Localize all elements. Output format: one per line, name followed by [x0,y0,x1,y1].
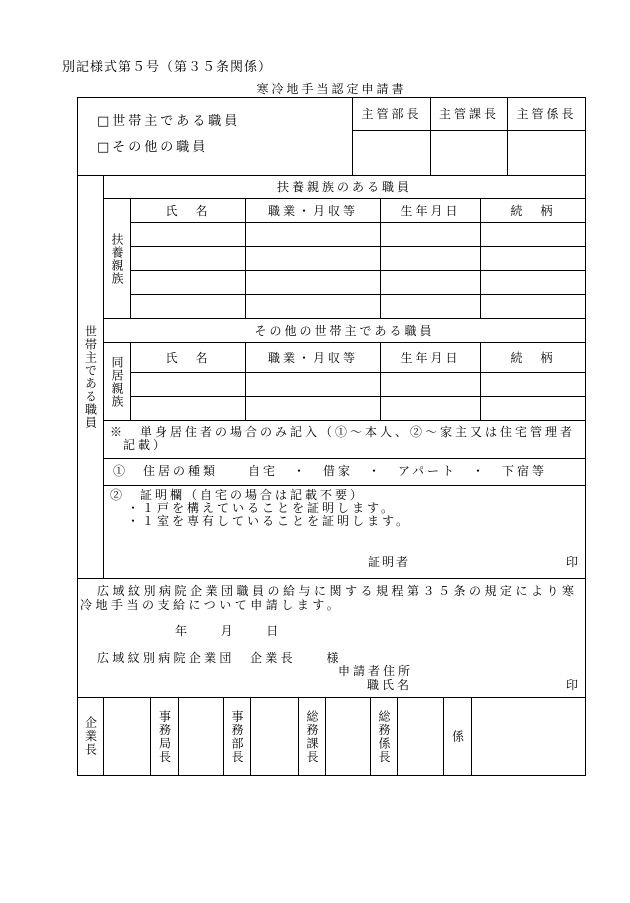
approval-stamp-cell [325,697,371,776]
cohabitant-relation-cell [480,372,586,397]
approval-stamp-cell [507,130,586,176]
approval-label-cell [298,697,326,776]
dependent-relation-cell [480,222,586,247]
form-number: 別記様式第５号（第３５条関係） [62,60,273,75]
dependent-occupation-cell [245,270,381,295]
certification-statement: ・１戸を構えていることを証明します。 [127,501,397,515]
approval-stamp-cell [250,697,299,776]
approval-stamp-cell [430,130,508,176]
column-label: 職業・月収等 [267,203,358,218]
other-head-section-title-cell [103,318,586,343]
cohabitant-birthdate-cell [380,372,481,397]
approval-label: 係 [450,729,465,744]
application-date: 年 月 日 [175,624,282,638]
option-household-head: □世帯主である職員 [97,114,241,129]
cohabitant-relation-cell [480,396,586,421]
dependent-name-cell [130,294,246,319]
applicant-type-cell [77,97,353,176]
cohabitant-name-cell [130,396,246,421]
approval-stamp-cell [397,697,444,776]
dependents-side-cell [103,198,131,319]
household-head-side-label: 世帯主である職員 [83,325,98,429]
single-resident-note: ※ 単身居住者の場合のみ記入（①～本人、②～家主又は住宅管理者記載） [110,425,576,452]
applicant-seal-mark: 印 [566,678,582,692]
approval-label: 総務係長 [377,709,391,764]
approval-stamp-cell [178,697,224,776]
column-label: 続 柄 [510,350,556,365]
form-title: 寒冷地手当認定申請書 [256,82,407,96]
dependent-name-cell [130,222,246,247]
cohabitants-side-label: 同居親族 [110,355,124,408]
column-header-birthdate [380,342,481,373]
column-header-name [130,342,246,373]
approval-label: 主管課長 [438,107,499,121]
column-header-relation [480,198,586,223]
application-statement: 広域紋別病院企業団職員の給与に関する規程第３５条の規定により寒冷地手当の支給について申請します。 [80,584,578,612]
certifier-seal-mark: 印 [566,555,582,569]
application-addressee: 広域紋別病院企業団 企業長 様 [97,651,342,665]
dependent-relation-cell [480,294,586,319]
dependent-relation-cell [480,270,586,295]
column-label: 生年月日 [400,350,461,365]
column-label: 生年月日 [400,203,461,218]
approval-stamp-cell [352,130,431,176]
certification-heading: ② 証明欄（自宅の場合は記載不要） [110,488,366,502]
column-header-occupation [245,198,381,223]
dependents-section-title-cell [103,175,586,199]
approval-label: 企業長 [83,716,98,757]
approval-label-cell [443,697,472,776]
dependent-name-cell [130,270,246,295]
applicant-address-label: 申請者住所 [338,664,414,678]
column-header-name [130,198,246,223]
column-label: 氏 名 [165,203,211,218]
certification-statement: ・１室を専有していることを証明します。 [127,514,412,528]
approval-header-unit-chief [507,97,586,131]
household-head-side-cell [77,175,104,579]
approval-label-cell [150,697,179,776]
cohabitant-name-cell [130,372,246,397]
cohabitants-side-cell [103,342,131,421]
option-other-staff: □その他の職員 [97,140,209,155]
column-label: 職業・月収等 [267,350,358,365]
column-label: 続 柄 [510,203,556,218]
approval-label: 主管係長 [516,107,577,121]
approval-header-dept-director [352,97,431,131]
dependent-birthdate-cell [380,270,481,295]
housing-type-line: ① 住居の種類 自宅 ・ 借家 ・ アパート ・ 下宿等 [113,464,548,478]
dependent-relation-cell [480,246,586,271]
column-label: 氏 名 [165,350,211,365]
approval-label-cell [77,697,104,776]
approval-label-cell [370,697,398,776]
certifier-label: 証明者 [368,555,411,569]
approval-label: 事務局長 [157,709,172,764]
dependent-birthdate-cell [380,222,481,247]
dependent-occupation-cell [245,294,381,319]
column-header-relation [480,342,586,373]
dependent-occupation-cell [245,222,381,247]
dependent-birthdate-cell [380,294,481,319]
approval-label: 主管部長 [361,107,422,121]
cohabitant-occupation-cell [245,372,381,397]
cohabitant-occupation-cell [245,396,381,421]
approval-header-section-chief [430,97,508,131]
approval-stamp-cell [103,697,151,776]
dependents-section-title: 扶養親族のある職員 [276,180,412,194]
applicant-name-label: 職氏名 [367,678,413,692]
dependent-birthdate-cell [380,246,481,271]
other-head-section-title: その他の世帯主である職員 [254,323,435,338]
dependents-side-label: 扶養親族 [110,232,124,285]
approval-label: 総務課長 [305,709,319,764]
column-header-birthdate [380,198,481,223]
column-header-occupation [245,342,381,373]
dependent-occupation-cell [245,246,381,271]
dependent-name-cell [130,246,246,271]
approval-label: 事務部長 [230,709,244,764]
cohabitant-birthdate-cell [380,396,481,421]
approval-label-cell [223,697,251,776]
approval-stamp-cell [471,697,586,776]
